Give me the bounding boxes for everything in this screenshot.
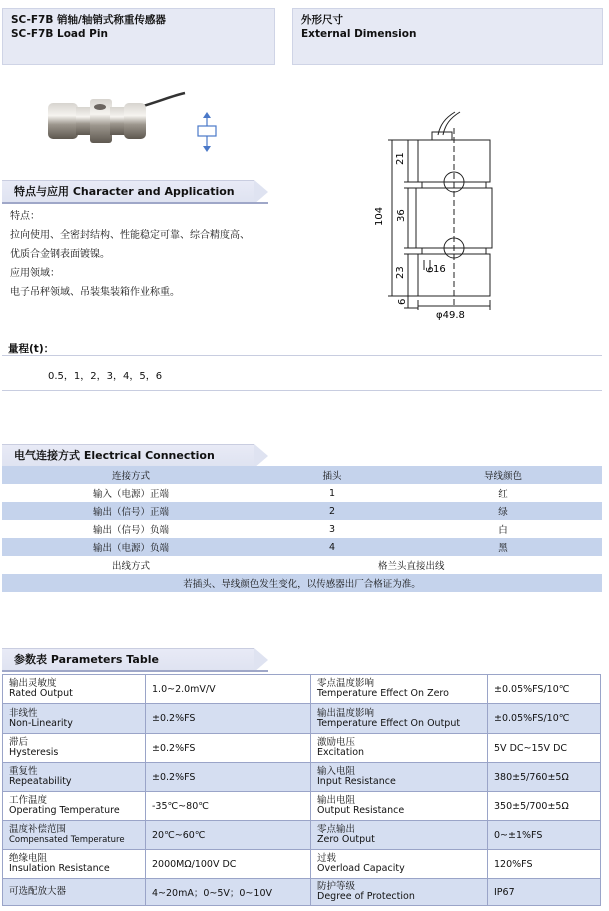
dimension-title-en: External Dimension	[301, 28, 417, 40]
dimension-header	[292, 8, 603, 65]
param-name	[3, 792, 146, 821]
param-name	[311, 763, 488, 792]
outlet-value: 格兰头直接出线	[378, 561, 445, 572]
table-row	[3, 734, 601, 763]
param-name-en: Temperature Effect On Zero	[317, 688, 449, 699]
outlet-row	[2, 556, 602, 574]
param-name	[3, 675, 146, 704]
electrical-header-cell: 插头	[260, 466, 404, 484]
param-name-zh: 温度补偿范围	[9, 824, 67, 835]
param-name-en: Operating Temperature	[9, 805, 120, 816]
table-row	[2, 538, 602, 556]
param-value: IP67	[488, 879, 601, 906]
dimension-title-zh: 外形尺寸	[301, 14, 343, 26]
table-cell: 白	[498, 525, 508, 536]
table-cell: 4	[260, 538, 404, 556]
character-line: 拉向使用、全密封结构、性能稳定可靠、综合精度高、	[10, 230, 250, 241]
table-cell: 输出（信号）负端	[92, 525, 169, 536]
params-rule	[2, 670, 268, 672]
param-name	[3, 850, 146, 879]
table-row	[3, 850, 601, 879]
character-line: 应用领域：	[10, 268, 60, 279]
note-row	[2, 574, 602, 592]
param-name	[3, 821, 146, 850]
param-value: -35℃~80℃	[146, 792, 311, 821]
param-value: 1.0~2.0mV/V	[146, 675, 311, 704]
range-bottom-rule	[2, 390, 602, 391]
character-line: 特点：	[10, 211, 40, 222]
character-section-title: 特点与应用 Character and Application	[2, 180, 254, 202]
param-value: ±0.2%FS	[146, 734, 311, 763]
param-name-zh: 零点温度影响	[317, 678, 375, 689]
table-row	[2, 502, 602, 520]
table-cell: 2	[260, 502, 404, 520]
param-name	[311, 850, 488, 879]
param-name-zh: 输出电阻	[317, 795, 356, 806]
electrical-table	[2, 466, 602, 592]
param-name	[311, 734, 488, 763]
param-name	[311, 704, 488, 734]
param-name-en: Overload Capacity	[317, 863, 405, 874]
dim-6a: 6	[397, 298, 408, 305]
table-cell: 绿	[404, 502, 602, 520]
dim-6b: 6	[425, 266, 436, 273]
param-value: 380±5/760±5Ω	[488, 763, 601, 792]
param-value: 20℃~60℃	[146, 821, 311, 850]
param-name-en: Non-Linearity	[9, 717, 73, 729]
param-name	[3, 879, 146, 906]
param-name	[311, 879, 488, 906]
product-title-zh: SC-F7B 销轴/轴销式称重传感器	[11, 14, 166, 26]
electrical-section-title: 电气连接方式 Electrical Connection	[2, 444, 254, 466]
param-name-en: Compensated Temperature	[9, 835, 125, 845]
param-value: ±0.2%FS	[146, 763, 311, 792]
param-value: 2000MΩ/100V DC	[146, 850, 311, 879]
dimension-drawing	[300, 110, 520, 320]
param-value: 350±5/700±5Ω	[488, 792, 601, 821]
table-row	[3, 821, 601, 850]
dim-diameter: φ49.8	[436, 310, 465, 320]
param-name-en: Input Resistance	[317, 776, 396, 787]
param-name-en: Zero Output	[317, 834, 375, 845]
dim-16: 16	[433, 264, 446, 275]
param-name-en: Excitation	[317, 747, 365, 758]
electrical-header-row	[2, 466, 602, 484]
param-name-en: Repeatability	[9, 776, 72, 787]
table-row	[2, 484, 602, 502]
param-name-zh: 可选配放大器	[9, 886, 67, 897]
param-value: 5V DC~15V DC	[488, 734, 601, 763]
param-name	[311, 792, 488, 821]
table-row	[3, 763, 601, 792]
range-values: 0.5，1，2，3，4，5，6	[48, 371, 163, 382]
load-direction-icon	[196, 112, 218, 152]
dim-23: 23	[395, 266, 406, 279]
product-header	[2, 8, 275, 65]
dim-36: 36	[396, 209, 407, 222]
electrical-header-cell: 连接方式	[2, 466, 260, 484]
table-cell: 输出（电源）负端	[2, 538, 260, 556]
character-line: 优质合金钢表面镀镍。	[10, 249, 110, 260]
param-name-en: Hysteresis	[9, 747, 59, 758]
param-name	[311, 821, 488, 850]
param-name	[3, 704, 146, 734]
product-photo	[40, 85, 190, 145]
param-value: 0~±1%FS	[488, 821, 601, 850]
param-name-zh: 重复性	[9, 766, 38, 777]
param-name	[311, 675, 488, 704]
table-row	[3, 792, 601, 821]
outlet-label: 出线方式	[111, 561, 150, 572]
character-text	[10, 207, 280, 302]
param-name-zh: 过载	[317, 853, 337, 864]
table-row	[3, 704, 601, 734]
params-section-title: 参数表 Parameters Table	[2, 648, 254, 670]
table-cell: 红	[498, 489, 508, 500]
table-cell: 1	[328, 487, 336, 499]
param-name-zh: 输入电阻	[317, 766, 356, 777]
table-cell: 3	[328, 523, 336, 535]
range-rule	[2, 355, 602, 356]
param-value: 120%FS	[488, 850, 601, 879]
character-rule	[2, 202, 268, 204]
param-name-zh: 输出温度影响	[317, 707, 375, 719]
param-value: ±0.05%FS/10℃	[488, 675, 601, 704]
character-line: 电子吊秤领域、吊装集装箱作业称重。	[10, 287, 180, 298]
table-row	[3, 879, 601, 906]
param-value: ±0.2%FS	[146, 704, 311, 734]
table-row	[3, 675, 601, 704]
param-name	[3, 763, 146, 792]
param-name-zh: 防护等级	[317, 881, 356, 892]
param-name-en: Rated Output	[9, 688, 73, 699]
params-table	[2, 674, 601, 906]
table-cell: 输入（电源）正端	[92, 489, 169, 500]
electrical-header-cell: 导线颜色	[404, 466, 602, 484]
table-cell: 输出（信号）正端	[2, 502, 260, 520]
dim-104: 104	[374, 206, 385, 226]
param-name-zh: 绝缘电阻	[9, 853, 48, 864]
param-name-zh: 激励电压	[317, 737, 356, 748]
param-name-en: Insulation Resistance	[9, 863, 110, 874]
param-name-en: Temperature Effect On Output	[317, 717, 461, 729]
param-name	[3, 734, 146, 763]
product-title-en: SC-F7B Load Pin	[11, 28, 108, 40]
table-cell: 黑	[404, 538, 602, 556]
param-value: ±0.05%FS/10℃	[488, 704, 601, 734]
param-name-zh: 输出灵敏度	[9, 678, 57, 689]
param-name-en: Output Resistance	[317, 805, 405, 816]
param-name-zh: 非线性	[9, 707, 38, 719]
param-name-en: Degree of Protection	[317, 891, 415, 902]
dim-21: 21	[395, 152, 406, 165]
param-name-zh: 滞后	[9, 737, 29, 748]
param-name-zh: 零点输出	[317, 824, 356, 835]
electrical-note: 若插头、导线颜色发生变化，以传感器出厂合格证为准。	[2, 574, 602, 592]
param-name-zh: 工作温度	[9, 795, 48, 806]
range-title: 量程(t)：	[8, 343, 55, 355]
table-row	[2, 520, 602, 538]
param-value: 4~20mA；0~5V；0~10V	[146, 879, 311, 906]
